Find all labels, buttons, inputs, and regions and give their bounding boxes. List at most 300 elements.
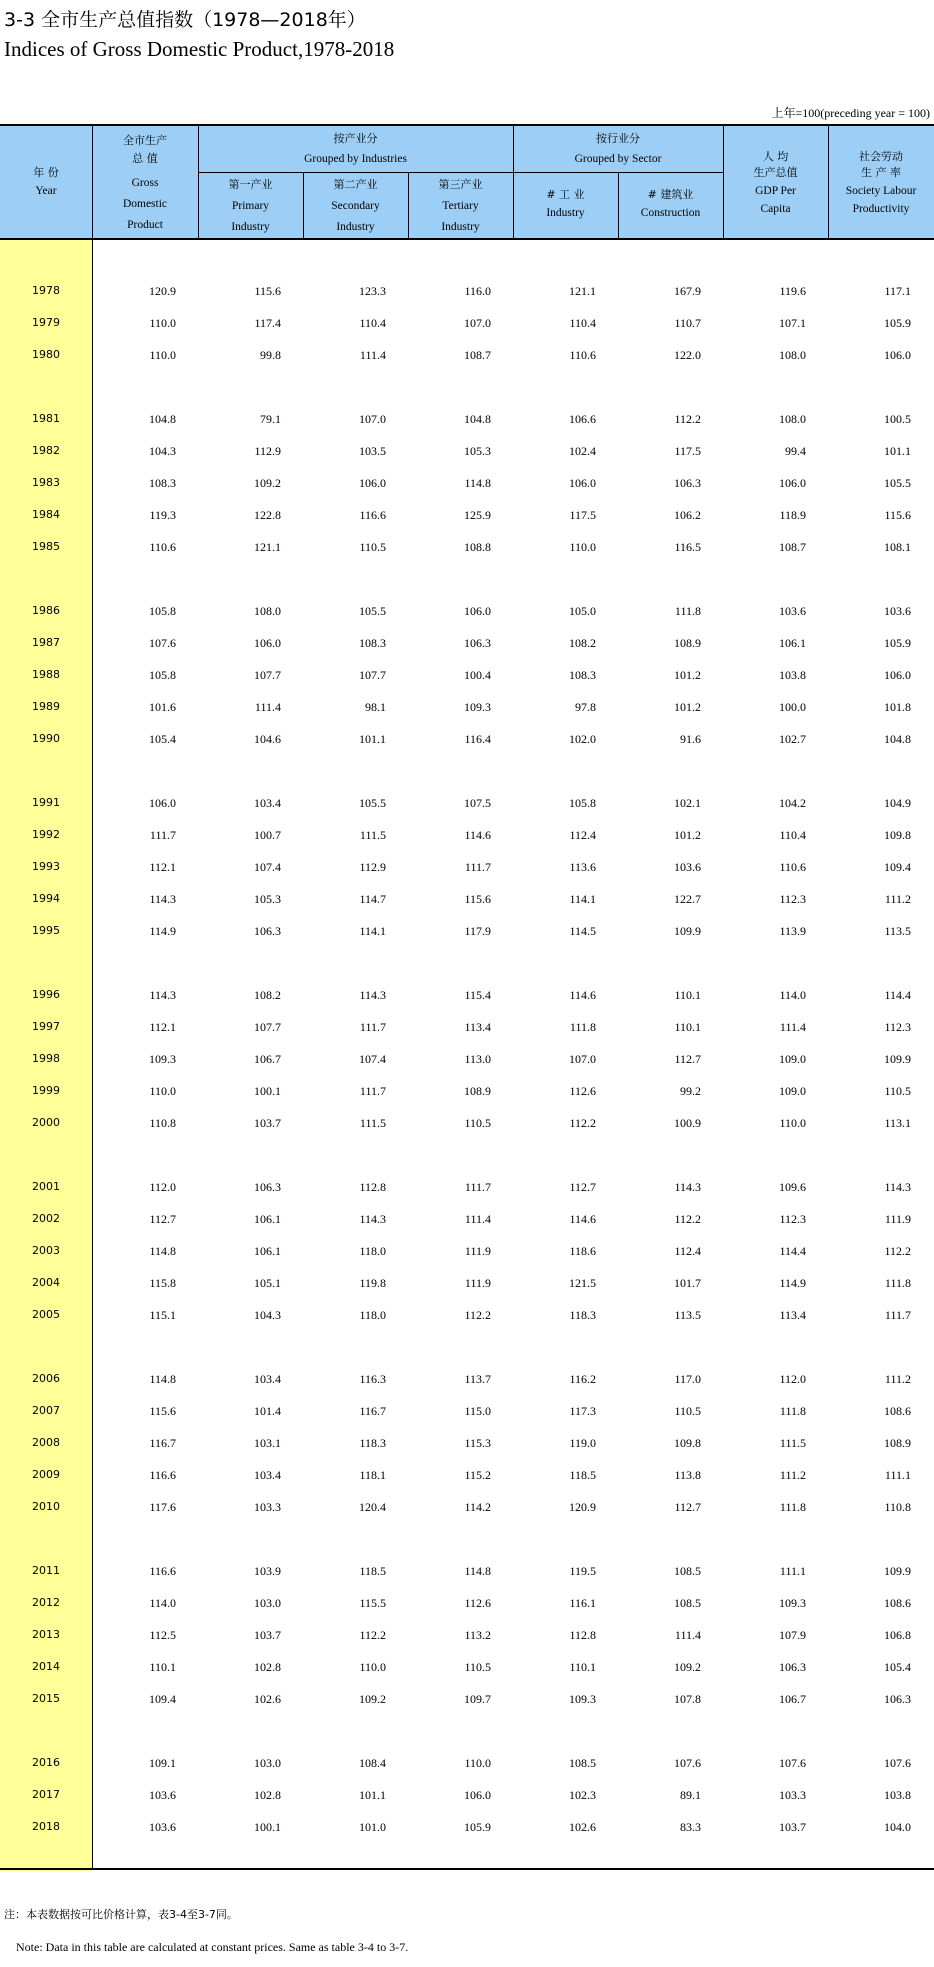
- year-cell: 2017: [32, 1788, 60, 1801]
- table-row: [0, 1468, 934, 1488]
- header-secondary-en2: Industry: [336, 221, 375, 233]
- value-cell: 115.1: [149, 1308, 176, 1322]
- value-cell: 110.5: [359, 540, 386, 554]
- value-cell: 116.5: [674, 540, 701, 554]
- value-cell: 121.1: [569, 284, 596, 298]
- value-cell: 106.3: [464, 636, 491, 650]
- value-cell: 101.2: [674, 700, 701, 714]
- value-cell: 108.0: [779, 412, 806, 426]
- value-cell: 115.6: [254, 284, 281, 298]
- value-cell: 111.7: [464, 1180, 491, 1194]
- value-cell: 118.5: [359, 1564, 386, 1578]
- value-cell: 108.7: [779, 540, 806, 554]
- value-cell: 105.0: [569, 604, 596, 618]
- value-cell: 103.6: [674, 860, 701, 874]
- value-cell: 118.0: [359, 1244, 386, 1258]
- value-cell: 107.8: [674, 1692, 701, 1706]
- value-cell: 116.4: [464, 732, 491, 746]
- value-cell: 103.1: [254, 1436, 281, 1450]
- value-cell: 114.3: [149, 988, 176, 1002]
- year-cell: 1993: [32, 860, 60, 873]
- value-cell: 116.3: [359, 1372, 386, 1386]
- value-cell: 106.2: [674, 508, 701, 522]
- value-cell: 100.1: [254, 1084, 281, 1098]
- value-cell: 116.7: [149, 1436, 176, 1450]
- value-cell: 98.1: [365, 700, 386, 714]
- value-cell: 114.4: [779, 1244, 806, 1258]
- value-cell: 105.3: [464, 444, 491, 458]
- value-cell: 101.0: [359, 1820, 386, 1834]
- value-cell: 117.3: [569, 1404, 596, 1418]
- value-cell: 114.6: [464, 828, 491, 842]
- value-cell: 108.1: [884, 540, 911, 554]
- year-cell: 2007: [32, 1404, 60, 1417]
- value-cell: 107.0: [464, 316, 491, 330]
- value-cell: 104.8: [884, 732, 911, 746]
- value-cell: 112.9: [359, 860, 386, 874]
- value-cell: 112.2: [464, 1308, 491, 1322]
- value-cell: 103.3: [254, 1500, 281, 1514]
- value-cell: 114.8: [464, 1564, 491, 1578]
- value-cell: 107.1: [779, 316, 806, 330]
- year-cell: 1983: [32, 476, 60, 489]
- value-cell: 104.0: [884, 1820, 911, 1834]
- value-cell: 118.3: [359, 1436, 386, 1450]
- value-cell: 114.3: [359, 1212, 386, 1226]
- value-cell: 112.2: [359, 1628, 386, 1642]
- value-cell: 99.4: [785, 444, 806, 458]
- value-cell: 113.4: [464, 1020, 491, 1034]
- value-cell: 106.0: [149, 796, 176, 810]
- year-cell: 2018: [32, 1820, 60, 1833]
- value-cell: 107.5: [464, 796, 491, 810]
- value-cell: 109.8: [884, 828, 911, 842]
- value-cell: 118.6: [569, 1244, 596, 1258]
- value-cell: 101.1: [359, 1788, 386, 1802]
- value-cell: 112.7: [674, 1500, 701, 1514]
- value-cell: 111.1: [884, 1468, 911, 1482]
- value-cell: 113.5: [674, 1308, 701, 1322]
- value-cell: 115.2: [464, 1468, 491, 1482]
- value-cell: 112.0: [149, 1180, 176, 1194]
- value-cell: 115.4: [464, 988, 491, 1002]
- value-cell: 101.2: [674, 828, 701, 842]
- value-cell: 108.5: [674, 1564, 701, 1578]
- header-secondary-cn: 第二产业: [333, 178, 378, 191]
- value-cell: 113.8: [674, 1468, 701, 1482]
- value-cell: 114.6: [569, 1212, 596, 1226]
- value-cell: 106.1: [254, 1244, 281, 1258]
- value-cell: 101.1: [359, 732, 386, 746]
- value-cell: 99.2: [680, 1084, 701, 1098]
- header-secondary-en1: Secondary: [331, 200, 380, 212]
- value-cell: 119.8: [359, 1276, 386, 1290]
- value-cell: 109.8: [674, 1436, 701, 1450]
- table-row: [0, 508, 934, 528]
- value-cell: 115.5: [359, 1596, 386, 1610]
- value-cell: 114.7: [359, 892, 386, 906]
- value-cell: 107.7: [359, 668, 386, 682]
- header-percap-en1: GDP Per: [755, 185, 796, 197]
- value-cell: 111.4: [464, 1212, 491, 1226]
- value-cell: 110.4: [359, 316, 386, 330]
- table-row: [0, 476, 934, 496]
- year-cell: 2005: [32, 1308, 60, 1321]
- value-cell: 108.9: [464, 1084, 491, 1098]
- value-cell: 105.5: [884, 476, 911, 490]
- header-primary-en2: Industry: [231, 221, 270, 233]
- value-cell: 91.6: [680, 732, 701, 746]
- table-row: [0, 828, 934, 848]
- value-cell: 113.1: [884, 1116, 911, 1130]
- value-cell: 110.1: [674, 988, 701, 1002]
- header-construction-en: Construction: [640, 207, 701, 219]
- year-cell: 1997: [32, 1020, 60, 1033]
- value-cell: 103.4: [254, 796, 281, 810]
- value-cell: 109.1: [149, 1756, 176, 1770]
- header-industries-en: Grouped by Industries: [304, 153, 407, 165]
- value-cell: 106.3: [884, 1692, 911, 1706]
- table-row: [0, 316, 934, 336]
- year-cell: 2001: [32, 1180, 60, 1193]
- year-cell: 1988: [32, 668, 60, 681]
- value-cell: 102.6: [254, 1692, 281, 1706]
- table-row: [0, 604, 934, 624]
- value-cell: 116.6: [149, 1564, 176, 1578]
- header-industries-cn: 按产业分: [333, 132, 378, 145]
- value-cell: 103.8: [779, 668, 806, 682]
- value-cell: 111.2: [779, 1468, 806, 1482]
- value-cell: 102.7: [779, 732, 806, 746]
- value-cell: 105.5: [359, 796, 386, 810]
- value-cell: 117.6: [149, 1500, 176, 1514]
- table-row: [0, 1020, 934, 1040]
- value-cell: 109.3: [149, 1052, 176, 1066]
- value-cell: 108.2: [254, 988, 281, 1002]
- value-cell: 112.8: [569, 1628, 596, 1642]
- header-labour-cn1: 社会劳动: [859, 150, 903, 163]
- table-row: [0, 1180, 934, 1200]
- value-cell: 107.9: [779, 1628, 806, 1642]
- value-cell: 103.6: [149, 1820, 176, 1834]
- value-cell: 108.3: [359, 636, 386, 650]
- value-cell: 105.8: [149, 604, 176, 618]
- value-cell: 112.2: [569, 1116, 596, 1130]
- value-cell: 100.7: [254, 828, 281, 842]
- value-cell: 103.7: [254, 1116, 281, 1130]
- value-cell: 109.9: [674, 924, 701, 938]
- year-cell: 2012: [32, 1596, 60, 1609]
- value-cell: 113.4: [779, 1308, 806, 1322]
- header-year-en: Year: [35, 185, 57, 197]
- value-cell: 112.3: [779, 1212, 806, 1226]
- value-cell: 111.8: [884, 1276, 911, 1290]
- header-year-cn: 年 份: [33, 166, 59, 179]
- value-cell: 106.3: [674, 476, 701, 490]
- value-cell: 105.3: [254, 892, 281, 906]
- year-cell: 1978: [32, 284, 60, 297]
- table-row: [0, 796, 934, 816]
- value-cell: 121.1: [254, 540, 281, 554]
- year-cell: 2003: [32, 1244, 60, 1257]
- value-cell: 100.4: [464, 668, 491, 682]
- value-cell: 110.6: [569, 348, 596, 362]
- value-cell: 108.3: [569, 668, 596, 682]
- year-cell: 1994: [32, 892, 60, 905]
- value-cell: 106.6: [569, 412, 596, 426]
- value-cell: 116.0: [464, 284, 491, 298]
- year-cell: 2006: [32, 1372, 60, 1385]
- header-top-rule: [0, 124, 934, 126]
- value-cell: 114.8: [464, 476, 491, 490]
- value-cell: 122.0: [674, 348, 701, 362]
- value-cell: 111.1: [779, 1564, 806, 1578]
- note-cn: 注：本表数据按可比价格计算，表3-4至3-7同。: [4, 1908, 238, 1921]
- value-cell: 105.4: [884, 1660, 911, 1674]
- value-cell: 111.8: [779, 1404, 806, 1418]
- value-cell: 108.7: [464, 348, 491, 362]
- value-cell: 110.5: [464, 1660, 491, 1674]
- value-cell: 101.2: [674, 668, 701, 682]
- value-cell: 112.9: [254, 444, 281, 458]
- value-cell: 110.1: [569, 1660, 596, 1674]
- table-row: [0, 668, 934, 688]
- value-cell: 106.0: [464, 1788, 491, 1802]
- value-cell: 119.0: [569, 1436, 596, 1450]
- value-cell: 104.9: [884, 796, 911, 810]
- value-cell: 104.8: [149, 412, 176, 426]
- value-cell: 102.1: [674, 796, 701, 810]
- value-cell: 102.8: [254, 1788, 281, 1802]
- value-cell: 104.3: [149, 444, 176, 458]
- table-row: [0, 1404, 934, 1424]
- value-cell: 79.1: [260, 412, 281, 426]
- value-cell: 100.1: [254, 1820, 281, 1834]
- value-cell: 109.2: [359, 1692, 386, 1706]
- table-row: [0, 1276, 934, 1296]
- value-cell: 114.3: [359, 988, 386, 1002]
- unit-note: 上年=100(preceding year = 100): [771, 106, 930, 120]
- value-cell: 123.3: [359, 284, 386, 298]
- value-cell: 109.4: [884, 860, 911, 874]
- value-cell: 105.1: [254, 1276, 281, 1290]
- value-cell: 111.8: [779, 1500, 806, 1514]
- header-industry-cn: # 工 业: [546, 188, 585, 201]
- value-cell: 111.7: [359, 1020, 386, 1034]
- value-cell: 118.9: [779, 508, 806, 522]
- value-cell: 103.7: [779, 1820, 806, 1834]
- value-cell: 111.7: [884, 1308, 911, 1322]
- value-cell: 109.4: [149, 1692, 176, 1706]
- year-cell: 2011: [32, 1564, 60, 1577]
- value-cell: 103.4: [254, 1372, 281, 1386]
- value-cell: 110.7: [674, 316, 701, 330]
- header-sector-en: Grouped by Sector: [574, 153, 662, 165]
- value-cell: 112.5: [149, 1628, 176, 1642]
- value-cell: 107.7: [254, 1020, 281, 1034]
- value-cell: 110.6: [149, 540, 176, 554]
- year-cell: 1982: [32, 444, 60, 457]
- value-cell: 116.7: [359, 1404, 386, 1418]
- value-cell: 111.2: [884, 1372, 911, 1386]
- value-cell: 118.3: [569, 1308, 596, 1322]
- value-cell: 106.7: [779, 1692, 806, 1706]
- table-row: [0, 1820, 934, 1840]
- value-cell: 110.0: [149, 316, 176, 330]
- value-cell: 111.9: [464, 1244, 491, 1258]
- value-cell: 106.0: [254, 636, 281, 650]
- value-cell: 100.5: [884, 412, 911, 426]
- value-cell: 114.2: [464, 1500, 491, 1514]
- value-cell: 104.2: [779, 796, 806, 810]
- value-cell: 111.7: [359, 1084, 386, 1098]
- table-row: [0, 444, 934, 464]
- header-percap-cn1: 人 均: [762, 150, 789, 163]
- table-row: [0, 1500, 934, 1520]
- value-cell: 101.6: [149, 700, 176, 714]
- year-cell: 1989: [32, 700, 60, 713]
- value-cell: 111.5: [359, 828, 386, 842]
- value-cell: 103.7: [254, 1628, 281, 1642]
- value-cell: 111.4: [254, 700, 281, 714]
- value-cell: 118.0: [359, 1308, 386, 1322]
- header-percap-en2: Capita: [760, 203, 791, 215]
- year-cell: 1979: [32, 316, 60, 329]
- value-cell: 114.9: [779, 1276, 806, 1290]
- year-cell: 2000: [32, 1116, 60, 1129]
- value-cell: 110.0: [569, 540, 596, 554]
- year-cell: 2002: [32, 1212, 60, 1225]
- table-row: [0, 1596, 934, 1616]
- value-cell: 110.4: [569, 316, 596, 330]
- value-cell: 106.0: [884, 348, 911, 362]
- table-row: [0, 1116, 934, 1136]
- table-row: [0, 1308, 934, 1328]
- value-cell: 107.6: [779, 1756, 806, 1770]
- value-cell: 106.0: [779, 476, 806, 490]
- year-cell: 2004: [32, 1276, 60, 1289]
- value-cell: 114.8: [149, 1372, 176, 1386]
- value-cell: 119.3: [149, 508, 176, 522]
- header-gdp-cn2: 总 值: [132, 152, 158, 165]
- year-cell: 1995: [32, 924, 60, 937]
- header-gdp-en2: Domestic: [122, 198, 168, 210]
- value-cell: 109.3: [779, 1596, 806, 1610]
- value-cell: 109.2: [674, 1660, 701, 1674]
- value-cell: 118.5: [569, 1468, 596, 1482]
- value-cell: 112.6: [569, 1084, 596, 1098]
- value-cell: 107.6: [149, 636, 176, 650]
- table-bottom-rule: [0, 1868, 934, 1870]
- table-row: [0, 636, 934, 656]
- year-cell: 1986: [32, 604, 60, 617]
- note-en: Note: Data in this table are calculated at constant prices. Same as table 3-4 to 3-7.: [16, 1940, 409, 1954]
- value-cell: 107.6: [674, 1756, 701, 1770]
- value-cell: 109.9: [884, 1052, 911, 1066]
- value-cell: 103.6: [149, 1788, 176, 1802]
- table-row: [0, 700, 934, 720]
- table-row: [0, 1084, 934, 1104]
- value-cell: 110.5: [674, 1404, 701, 1418]
- value-cell: 112.4: [569, 828, 596, 842]
- value-cell: 108.6: [884, 1404, 911, 1418]
- value-cell: 102.0: [569, 732, 596, 746]
- value-cell: 112.8: [359, 1180, 386, 1194]
- value-cell: 110.0: [149, 1084, 176, 1098]
- value-cell: 110.0: [464, 1756, 491, 1770]
- value-cell: 102.6: [569, 1820, 596, 1834]
- value-cell: 108.5: [569, 1756, 596, 1770]
- value-cell: 101.7: [674, 1276, 701, 1290]
- value-cell: 99.8: [260, 348, 281, 362]
- value-cell: 101.1: [884, 444, 911, 458]
- table-row: [0, 860, 934, 880]
- value-cell: 112.1: [149, 1020, 176, 1034]
- value-cell: 117.9: [464, 924, 491, 938]
- value-cell: 112.2: [674, 412, 701, 426]
- value-cell: 105.5: [359, 604, 386, 618]
- value-cell: 110.1: [149, 1660, 176, 1674]
- value-cell: 109.2: [254, 476, 281, 490]
- value-cell: 114.3: [884, 1180, 911, 1194]
- value-cell: 115.6: [149, 1404, 176, 1418]
- value-cell: 112.4: [674, 1244, 701, 1258]
- table-row: [0, 412, 934, 432]
- value-cell: 110.1: [674, 1020, 701, 1034]
- header-gdp-cn1: 全市生产: [123, 134, 167, 147]
- value-cell: 109.3: [464, 700, 491, 714]
- value-cell: 103.9: [254, 1564, 281, 1578]
- value-cell: 108.5: [674, 1596, 701, 1610]
- table-row: [0, 1788, 934, 1808]
- value-cell: 97.8: [575, 700, 596, 714]
- value-cell: 111.5: [359, 1116, 386, 1130]
- value-cell: 114.6: [569, 988, 596, 1002]
- year-cell: 1980: [32, 348, 60, 361]
- value-cell: 105.4: [149, 732, 176, 746]
- value-cell: 110.8: [884, 1500, 911, 1514]
- header-gdp-en3: Product: [127, 219, 163, 231]
- header-construction-cn: # 建筑业: [647, 188, 694, 201]
- value-cell: 110.0: [359, 1660, 386, 1674]
- table-row: [0, 540, 934, 560]
- year-cell: 2016: [32, 1756, 60, 1769]
- value-cell: 118.1: [359, 1468, 386, 1482]
- value-cell: 111.4: [779, 1020, 806, 1034]
- value-cell: 109.0: [779, 1052, 806, 1066]
- year-cell: 1998: [32, 1052, 60, 1065]
- value-cell: 102.3: [569, 1788, 596, 1802]
- value-cell: 117.5: [674, 444, 701, 458]
- header-percap-cn2: 生产总值: [753, 166, 798, 179]
- value-cell: 122.7: [674, 892, 701, 906]
- value-cell: 103.4: [254, 1468, 281, 1482]
- value-cell: 109.6: [779, 1180, 806, 1194]
- table-row: [0, 988, 934, 1008]
- year-cell: 2010: [32, 1500, 60, 1513]
- table-row: [0, 924, 934, 944]
- table-row: [0, 1564, 934, 1584]
- value-cell: 111.9: [464, 1276, 491, 1290]
- industries-divider: [198, 172, 513, 173]
- value-cell: 106.1: [779, 636, 806, 650]
- value-cell: 112.7: [149, 1212, 176, 1226]
- header-tertiary-cn: 第三产业: [438, 178, 483, 191]
- table-row: [0, 1660, 934, 1680]
- value-cell: 105.8: [569, 796, 596, 810]
- value-cell: 108.4: [359, 1756, 386, 1770]
- value-cell: 115.3: [464, 1436, 491, 1450]
